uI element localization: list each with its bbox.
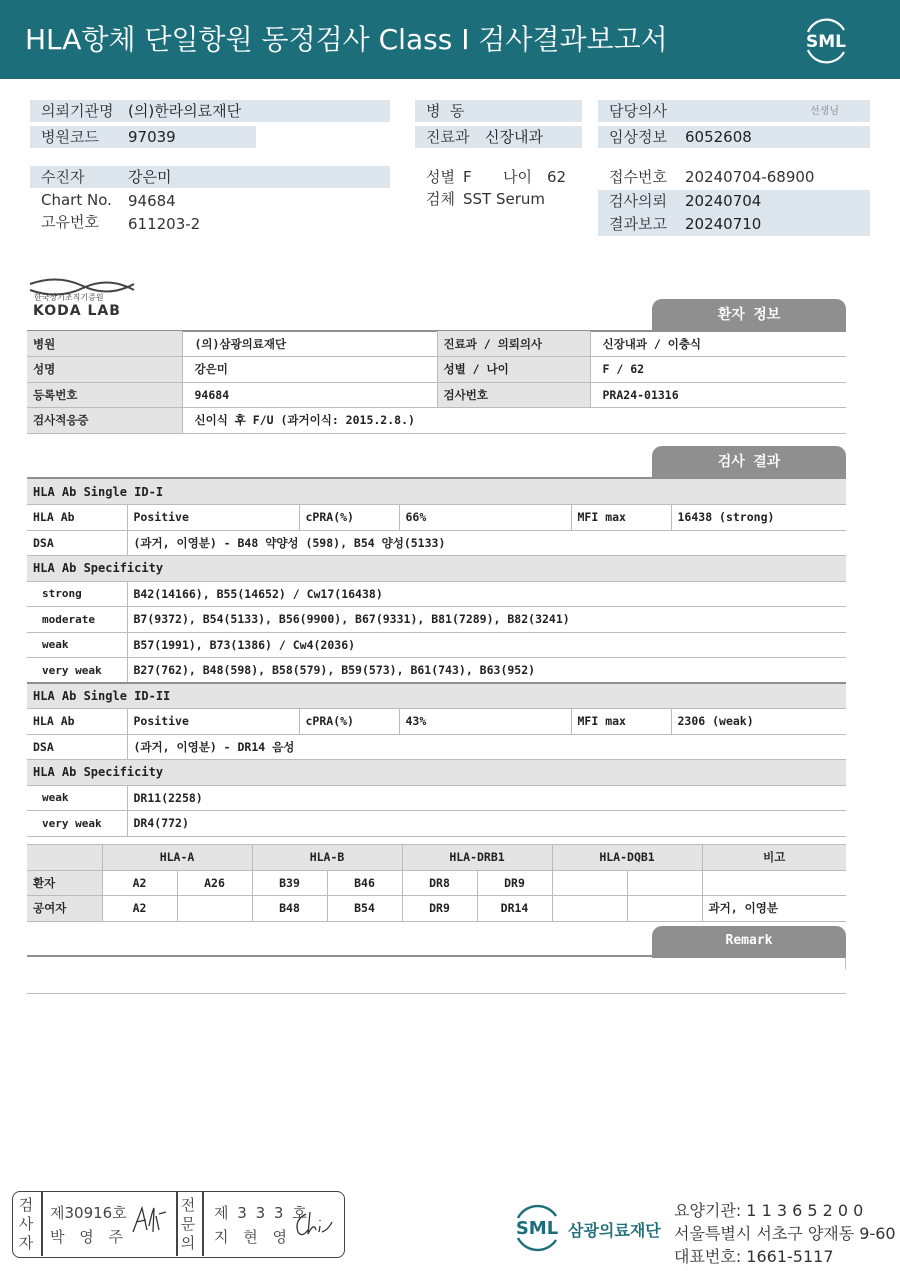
class2-ab-label: HLA Ab <box>27 709 127 735</box>
typing-cell <box>552 896 627 922</box>
specialist-vert-2: 문 <box>180 1215 196 1233</box>
class1-ab-value: Positive <box>127 505 299 531</box>
table-row <box>27 505 846 531</box>
hla-typing-table <box>27 844 846 922</box>
class1-title: HLA Ab Single ID-I <box>27 479 846 505</box>
table-row <box>27 896 846 922</box>
chart-no-label: Chart No. <box>41 191 112 209</box>
table-row <box>27 556 846 582</box>
table-row <box>27 382 846 408</box>
tab-remark: Remark <box>652 926 846 958</box>
footer-org-name: 삼광의료재단 <box>568 1221 661 1240</box>
typing-cell: B54 <box>327 896 402 922</box>
table-row <box>27 607 846 633</box>
typing-cell: B46 <box>327 870 402 896</box>
typing-header-hla-dqb1: HLA-DQB1 <box>552 845 702 871</box>
table-row <box>27 811 846 837</box>
patient-info-table <box>27 331 846 434</box>
class1-mfi-label: MFI max <box>571 505 671 531</box>
remark-rule <box>27 955 846 957</box>
class2-cpra-label: cPRA(%) <box>299 709 399 735</box>
class2-spec-level: very weak <box>27 811 127 837</box>
typing-cell <box>177 896 252 922</box>
footer-phone-line: 대표번호: 1661-5117 <box>674 1247 834 1266</box>
typing-cell: B39 <box>252 870 327 896</box>
specialist-name: 지 현 영 <box>214 1228 293 1246</box>
specialist-vert-3: 의 <box>180 1234 196 1252</box>
class1-spec-value: B42(14166), B55(14652) / Cw17(16438) <box>127 581 846 607</box>
class2-cpra-value: 43% <box>399 709 571 735</box>
hospital-label: 병원 <box>27 331 182 357</box>
typing-corner <box>27 845 102 871</box>
class1-cpra-value: 66% <box>399 505 571 531</box>
report-date-value: 20240710 <box>685 215 762 233</box>
receipt-no-label: 접수번호 <box>609 168 667 186</box>
name-label: 성명 <box>27 357 182 383</box>
table-row <box>27 785 846 811</box>
name-value: 강은미 <box>182 357 437 383</box>
clinical-info-label: 임상정보 <box>609 128 667 146</box>
unique-no-value: 611203-2 <box>128 215 201 233</box>
table-row <box>27 734 846 760</box>
report-header <box>0 0 900 79</box>
sex-label: 성별 <box>426 168 455 186</box>
table-row <box>27 683 846 709</box>
tab-patient-info: 환자 정보 <box>652 299 846 331</box>
typing-cell <box>627 870 702 896</box>
typing-header-hla-b: HLA-B <box>252 845 402 871</box>
table-row <box>27 408 846 434</box>
class1-spec-level: weak <box>27 632 127 658</box>
report-date-label: 결과보고 <box>609 215 667 233</box>
typing-cell <box>627 896 702 922</box>
inspector-name: 박 영 주 <box>50 1228 129 1246</box>
specialist-license-no: 제 3 3 3 호 <box>214 1204 309 1222</box>
class1-spec-value: B7(9372), B54(5133), B56(9900), B67(9331), B81(7289), B82(3241) <box>127 607 846 633</box>
ward-field <box>415 100 582 122</box>
class2-spec-value: DR11(2258) <box>127 785 846 811</box>
unique-no-label: 고유번호 <box>41 213 99 231</box>
typing-cell: A2 <box>102 896 177 922</box>
typing-cell <box>552 870 627 896</box>
report-title: HLA항체 단일항원 동정검사 Class I 검사결과보고서 <box>25 23 668 56</box>
patient-label: 수진자 <box>41 168 85 186</box>
sex-value: F <box>463 168 472 186</box>
tab-test-result: 검사 결과 <box>652 446 846 478</box>
table-row <box>27 709 846 735</box>
class2-spec-title: HLA Ab Specificity <box>27 760 846 786</box>
class1-spec-value: B57(1991), B73(1386) / Cw4(2036) <box>127 632 846 658</box>
class2-dsa-label: DSA <box>27 734 127 760</box>
class2-title: HLA Ab Single ID-II <box>27 683 846 709</box>
typing-note <box>702 870 846 896</box>
doctor-label: 담당의사 <box>609 102 667 120</box>
table-row <box>27 760 846 786</box>
department-value: 신장내과 <box>485 128 543 146</box>
request-date-value: 20240704 <box>685 192 762 210</box>
inspector-license-no: 제30916호 <box>50 1204 127 1222</box>
footer-sml-logo-text: SML <box>515 1218 559 1239</box>
class1-mfi-value: 16438 (strong) <box>671 505 846 531</box>
class2-mfi-label: MFI max <box>571 709 671 735</box>
specialist-vert-1: 전 <box>180 1196 196 1214</box>
department-label: 진료과 <box>426 128 470 146</box>
typing-cell: DR14 <box>477 896 552 922</box>
age-label: 나이 <box>503 168 532 186</box>
sex-age-label: 성별 / 나이 <box>437 357 590 383</box>
typing-cell: A2 <box>102 870 177 896</box>
dept-doctor-value: 신장내과 / 이충식 <box>590 331 846 357</box>
hospital-code-label: 병원코드 <box>41 128 99 146</box>
dept-doctor-label: 진료과 / 의뢰의사 <box>437 331 590 357</box>
inspector-vert-1: 검 <box>18 1196 34 1214</box>
institution-field <box>30 100 390 122</box>
hospital-value: (의)삼광의료재단 <box>182 331 437 357</box>
patient-field <box>30 166 390 188</box>
typing-header-note: 비고 <box>702 845 846 871</box>
sex-age-value: F / 62 <box>590 357 846 383</box>
koda-name: KODA LAB <box>33 303 121 319</box>
table-row <box>27 632 846 658</box>
typing-row-label: 환자 <box>27 870 102 896</box>
chart-no-value: 94684 <box>128 192 176 210</box>
footer-code-line: 요양기관: 1 1 3 6 5 2 0 0 <box>674 1201 864 1220</box>
class2-mfi-value: 2306 (weak) <box>671 709 846 735</box>
koda-subtitle: 한국장기조직기증원 <box>34 293 104 302</box>
table-row <box>27 845 846 871</box>
sml-logo-text: SML <box>806 32 846 52</box>
typing-cell: DR9 <box>402 896 477 922</box>
department-field <box>415 126 582 148</box>
sign-divider <box>202 1192 204 1256</box>
typing-header-hla-a: HLA-A <box>102 845 252 871</box>
table-row <box>27 331 846 357</box>
specialist-signature-icon <box>292 1208 334 1240</box>
typing-cell: A26 <box>177 870 252 896</box>
hospital-code-field <box>30 126 256 148</box>
specimen-label: 검체 <box>426 190 455 208</box>
age-value: 62 <box>547 168 567 186</box>
remark-side-border <box>845 957 846 969</box>
sign-divider <box>41 1192 43 1256</box>
indication-label: 검사적응증 <box>27 408 182 434</box>
test-no-label: 검사번호 <box>437 382 590 408</box>
typing-cell: DR8 <box>402 870 477 896</box>
patient-value: 강은미 <box>128 168 172 186</box>
class1-dsa-label: DSA <box>27 530 127 556</box>
class1-spec-level: very weak <box>27 658 127 684</box>
class1-ab-label: HLA Ab <box>27 505 127 531</box>
clinical-info-field <box>598 126 870 148</box>
class2-ab-value: Positive <box>127 709 299 735</box>
typing-cell: B48 <box>252 896 327 922</box>
class1-spec-level: moderate <box>27 607 127 633</box>
institution-value: (의)한라의료재단 <box>128 102 242 120</box>
typing-note: 과거, 이영분 <box>702 896 846 922</box>
dates-field <box>598 190 870 236</box>
inspector-signature-icon <box>130 1202 168 1238</box>
doctor-field <box>598 100 870 122</box>
indication-value: 신이식 후 F/U (과거이식: 2015.2.8.) <box>182 408 846 434</box>
ward-label: 병 동 <box>426 102 465 120</box>
typing-cell: DR9 <box>477 870 552 896</box>
doctor-suffix: 선생님 <box>810 106 839 117</box>
class1-spec-title: HLA Ab Specificity <box>27 556 846 582</box>
receipt-no-value: 20240704-68900 <box>685 168 815 186</box>
class1-result-table <box>27 479 846 837</box>
class1-spec-value: B27(762), B48(598), B58(579), B59(573), B61(743), B63(952) <box>127 658 846 684</box>
table-row <box>27 870 846 896</box>
test-no-value: PRA24-01316 <box>590 382 846 408</box>
specimen-value: SST Serum <box>463 190 546 208</box>
table-row <box>27 357 846 383</box>
reg-no-label: 등록번호 <box>27 382 182 408</box>
inspector-vert-3: 자 <box>18 1234 34 1252</box>
inspector-vert-2: 사 <box>18 1215 34 1233</box>
typing-header-hla-drb1: HLA-DRB1 <box>402 845 552 871</box>
class1-spec-level: strong <box>27 581 127 607</box>
table-row <box>27 530 846 556</box>
class1-cpra-label: cPRA(%) <box>299 505 399 531</box>
remark-bottom-rule <box>27 993 846 994</box>
sign-divider <box>176 1192 178 1256</box>
class2-spec-value: DR4(772) <box>127 811 846 837</box>
sml-logo-icon <box>798 14 854 66</box>
class1-dsa-value: (과거, 이영분) - B48 약양성 (598), B54 양성(5133) <box>127 530 846 556</box>
table-row <box>27 581 846 607</box>
class2-dsa-value: (과거, 이영분) - DR14 음성 <box>127 734 846 760</box>
table-row <box>27 658 846 684</box>
institution-label: 의뢰기관명 <box>41 102 114 120</box>
request-date-label: 검사의뢰 <box>609 192 667 210</box>
class2-spec-level: weak <box>27 785 127 811</box>
hospital-code-value: 97039 <box>128 128 176 146</box>
reg-no-value: 94684 <box>182 382 437 408</box>
table-row <box>27 479 846 505</box>
footer-sml-logo-icon <box>508 1198 566 1256</box>
clinical-info-value: 6052608 <box>685 128 752 146</box>
typing-row-label: 공여자 <box>27 896 102 922</box>
footer-address-line: 서울특별시 서초구 양재동 9-60 <box>674 1224 896 1243</box>
